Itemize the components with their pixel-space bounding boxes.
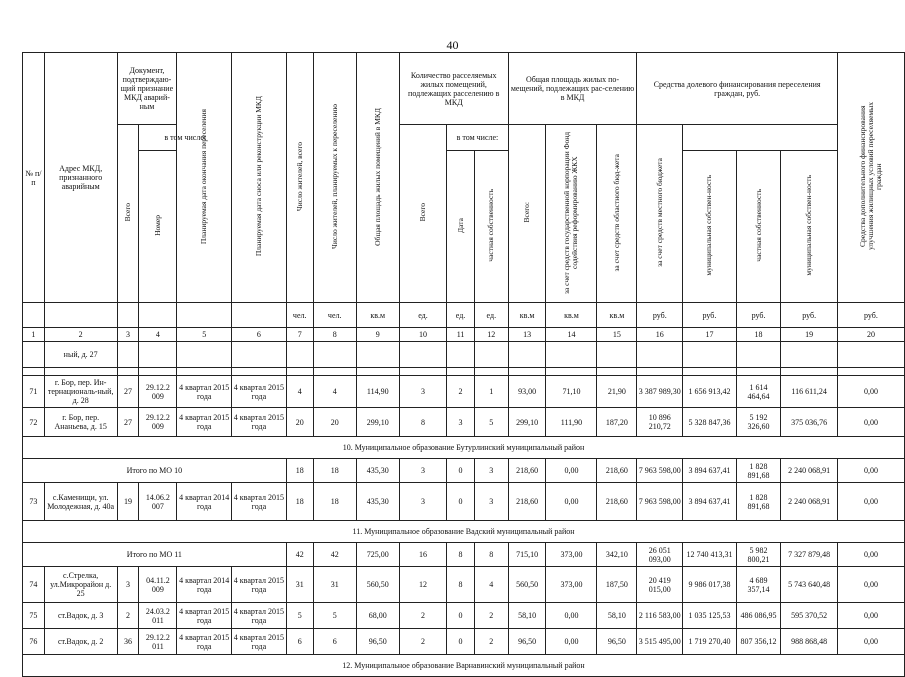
address-cell: г. Бор, пер. Ин-тернациональ-ный, д. 28	[44, 376, 117, 408]
table-cell: 299,10	[508, 408, 546, 437]
header-regional: за счет средств областного бюд-жета	[611, 153, 621, 272]
unit-cell: руб.	[637, 303, 683, 328]
table-cell: 2 116 583,00	[637, 603, 683, 629]
table-cell: 72	[23, 408, 45, 437]
column-number: 12	[474, 328, 508, 342]
header-rooms-group: Количество расселяемых жилых помещений, подлежащих расселению в МКД	[399, 53, 508, 125]
table-cell: 58,10	[508, 603, 546, 629]
unit-cell: чел.	[313, 303, 356, 328]
header-rooms-total: Всего	[122, 203, 132, 222]
table-cell: 807 356,12	[736, 629, 781, 655]
table-cell: 1 828 891,68	[736, 483, 781, 521]
table-cell: 3	[399, 376, 446, 408]
column-number: 2	[44, 328, 117, 342]
address-cell: ст.Вадок, д. 2	[44, 629, 117, 655]
table-cell: 1 614 464,64	[736, 376, 781, 408]
table-cell: 4	[313, 376, 356, 408]
table-cell: 04.11.2 009	[139, 567, 177, 603]
table-cell: 5 743 640,48	[781, 567, 837, 603]
table-row	[23, 408, 905, 437]
header-area-municipal: муниципальная собствен-ность	[804, 175, 814, 276]
table-cell: 5	[313, 603, 356, 629]
table-cell: 73	[23, 483, 45, 521]
page-number: 40	[446, 38, 459, 52]
header-residents-total: Число жителей, всего	[294, 141, 304, 212]
total-cell: 8	[447, 543, 475, 567]
column-number: 6	[232, 328, 287, 342]
table-cell: 4 689 357,14	[736, 567, 781, 603]
table-cell: 29.12.2 009	[139, 376, 177, 408]
unit-cell: руб.	[683, 303, 737, 328]
table-cell: 111,90	[546, 408, 597, 437]
table-cell: 486 086,95	[736, 603, 781, 629]
column-number: 1	[23, 328, 45, 342]
table-cell: 1 035 125,53	[683, 603, 737, 629]
table-cell: 4 квартал 2015 года	[177, 629, 232, 655]
address-cell: с.Стрелка, ул.Микрорайон д. 25	[44, 567, 117, 603]
table-cell: 2	[474, 629, 508, 655]
table-cell: 27	[117, 376, 139, 408]
unit-cell: руб.	[837, 303, 904, 328]
unit-cell: руб.	[781, 303, 837, 328]
column-number: 4	[139, 328, 177, 342]
table-cell: 27	[117, 408, 139, 437]
total-cell: 8	[474, 543, 508, 567]
total-cell: 26 051 093,00	[637, 543, 683, 567]
total-cell: 373,00	[546, 543, 597, 567]
table-cell: 0,00	[837, 629, 904, 655]
total-cell: 3 894 637,41	[683, 459, 737, 483]
table-cell: 4 квартал 2015 года	[232, 408, 287, 437]
column-number: 14	[546, 328, 597, 342]
header-doc-date: Дата	[455, 218, 465, 234]
unit-cell: кв.м	[508, 303, 546, 328]
table-cell: 0	[447, 629, 475, 655]
table-cell: 4 квартал 2015 года	[232, 483, 287, 521]
header-address: Адрес МКД, признанного аварийным	[44, 53, 117, 303]
total-cell: 2 240 068,91	[781, 459, 837, 483]
table-cell: 4	[474, 567, 508, 603]
table-cell: 3	[447, 408, 475, 437]
column-number: 5	[177, 328, 232, 342]
column-number: 7	[286, 328, 313, 342]
table-cell: 0,00	[546, 603, 597, 629]
header-area-group: Общая площадь жилых по-мещений, подлежащих рас-селению в МКД	[508, 53, 637, 125]
table-cell: 4 квартал 2014 года	[177, 567, 232, 603]
table-row	[23, 603, 905, 629]
table-cell: 3 515 495,00	[637, 629, 683, 655]
total-cell: 42	[313, 543, 356, 567]
table-cell: 5	[474, 408, 508, 437]
column-number: 11	[447, 328, 475, 342]
table-cell: 187,20	[597, 408, 637, 437]
table-cell: 21,90	[597, 376, 637, 408]
table-cell: 5	[286, 603, 313, 629]
total-cell: 5 982 800,21	[736, 543, 781, 567]
total-cell: 0,00	[837, 543, 904, 567]
total-cell: 18	[313, 459, 356, 483]
total-row	[23, 543, 905, 567]
table-cell: 18	[286, 483, 313, 521]
table-cell: 4 квартал 2015 года	[232, 376, 287, 408]
table-cell: 3	[117, 567, 139, 603]
table-cell: 0,00	[546, 629, 597, 655]
address-cell: ст.Вадок, д. 3	[44, 603, 117, 629]
table-cell: 74	[23, 567, 45, 603]
table-cell: 76	[23, 629, 45, 655]
table-cell: 116 611,24	[781, 376, 837, 408]
table-cell: 36	[117, 629, 139, 655]
total-cell: 7 327 879,48	[781, 543, 837, 567]
table-row	[23, 376, 905, 408]
table-cell: 4 квартал 2015 года	[232, 629, 287, 655]
table-cell: 2	[117, 603, 139, 629]
header-rooms-incl: в том числе:	[139, 125, 232, 151]
header-residents-planned: Число жителей, планируемых к переселению	[329, 104, 339, 249]
column-number: 19	[781, 328, 837, 342]
table-cell: 218,60	[508, 483, 546, 521]
column-number: 18	[736, 328, 781, 342]
total-cell: 1 828 891,68	[736, 459, 781, 483]
header-area-incl: в том числе:	[447, 125, 509, 151]
table-cell: 0,00	[837, 376, 904, 408]
resettlement-table	[22, 52, 905, 677]
table-cell: 96,50	[508, 629, 546, 655]
header-planned-end: Планируемая дата окончания переселения	[199, 108, 209, 245]
table-cell: 988 868,48	[781, 629, 837, 655]
table-cell: 24.03.2 011	[139, 603, 177, 629]
total-cell: 12 740 413,31	[683, 543, 737, 567]
unit-cell: кв.м	[356, 303, 399, 328]
table-cell: 20	[286, 408, 313, 437]
table-cell: 3 387 989,30	[637, 376, 683, 408]
table-cell: 560,50	[356, 567, 399, 603]
table-cell: 2 240 068,91	[781, 483, 837, 521]
header-rooms-municipal: муниципальная собствен-ность	[704, 175, 714, 276]
column-number: 3	[117, 328, 139, 342]
table-cell: 595 370,52	[781, 603, 837, 629]
table-cell: 435,30	[356, 483, 399, 521]
column-number: 15	[597, 328, 637, 342]
table-cell: 8	[399, 408, 446, 437]
table-cell: 114,90	[356, 376, 399, 408]
total-cell: 218,60	[597, 459, 637, 483]
table-row	[23, 483, 905, 521]
table-cell: 373,00	[546, 567, 597, 603]
table-cell: 96,50	[597, 629, 637, 655]
table-cell: 0,00	[837, 408, 904, 437]
table-cell: 1 719 270,40	[683, 629, 737, 655]
table-cell: 8	[447, 567, 475, 603]
table-cell: 0,00	[837, 567, 904, 603]
header-area-sub-total: Всего	[417, 203, 427, 222]
total-cell: 725,00	[356, 543, 399, 567]
table-cell: 375 036,76	[781, 408, 837, 437]
unit-cell: кв.м	[546, 303, 597, 328]
total-cell: 0,00	[837, 459, 904, 483]
total-cell: 7 963 598,00	[637, 459, 683, 483]
section-heading: 12. Муниципальное образование Варнавинский муниципальный район	[23, 655, 905, 677]
total-cell: 3	[474, 459, 508, 483]
table-cell: 75	[23, 603, 45, 629]
table-cell: 6	[313, 629, 356, 655]
header-fund: за счет средств государственной корпорации Фонд содействия реформированию ЖКХ	[562, 131, 580, 294]
table-cell: 0,00	[837, 483, 904, 521]
table-cell: 2	[399, 603, 446, 629]
continued-address: ный, д. 27	[44, 342, 117, 368]
table-row	[23, 629, 905, 655]
header-number: № п/п	[23, 53, 45, 303]
table-cell: 218,60	[597, 483, 637, 521]
table-cell: 31	[286, 567, 313, 603]
table-cell: 93,00	[508, 376, 546, 408]
unit-cell: чел.	[286, 303, 313, 328]
table-cell: 18	[313, 483, 356, 521]
table-cell: 560,50	[508, 567, 546, 603]
header-additional: Средства дополнительного финансирования улучшения жилищных условий переселяемых граждан	[857, 102, 883, 251]
table-cell: 29.12.2 011	[139, 629, 177, 655]
table-cell: 14.06.2 007	[139, 483, 177, 521]
total-label: Итого по МО 10	[23, 459, 287, 483]
header-local: за счет средств местного бюджета	[654, 158, 664, 267]
table-cell: 3 894 637,41	[683, 483, 737, 521]
table-cell: 29.12.2 009	[139, 408, 177, 437]
header-area-total: Общая площадь жилых помещений в МКД	[372, 107, 382, 246]
table-cell: 20 419 015,00	[637, 567, 683, 603]
column-number: 10	[399, 328, 446, 342]
total-row	[23, 459, 905, 483]
table-cell: 2	[399, 629, 446, 655]
table-cell: 0,00	[546, 483, 597, 521]
total-cell: 0	[447, 459, 475, 483]
total-cell: 342,10	[597, 543, 637, 567]
table-cell: 3	[474, 483, 508, 521]
table-cell: 58,10	[597, 603, 637, 629]
header-finance-group: Средства долевого финансирования переселения граждан, руб.	[637, 53, 838, 125]
table-cell: 7 963 598,00	[637, 483, 683, 521]
table-cell: 9 986 017,38	[683, 567, 737, 603]
table-cell: 5 328 847,36	[683, 408, 737, 437]
column-number: 16	[637, 328, 683, 342]
table-cell: 3	[399, 483, 446, 521]
table-cell: 20	[313, 408, 356, 437]
unit-cell: ед.	[474, 303, 508, 328]
total-cell: 3	[399, 459, 446, 483]
column-number: 8	[313, 328, 356, 342]
table-cell: 68,00	[356, 603, 399, 629]
table-cell: 0,00	[837, 603, 904, 629]
unit-cell: руб.	[736, 303, 781, 328]
table-cell: 4	[286, 376, 313, 408]
table-cell: 4 квартал 2014 года	[177, 483, 232, 521]
total-cell: 0,00	[546, 459, 597, 483]
section-heading: 10. Муниципальное образование Бутурлинский муниципальный район	[23, 437, 905, 459]
header-area-private: частная собственность	[753, 189, 763, 263]
table-cell: 12	[399, 567, 446, 603]
total-cell: 218,60	[508, 459, 546, 483]
table-cell: 4 квартал 2015 года	[177, 408, 232, 437]
header-doc-number: Номер	[152, 215, 162, 237]
header-rooms-private: частная собственность	[486, 189, 496, 263]
total-cell: 715,10	[508, 543, 546, 567]
total-cell: 42	[286, 543, 313, 567]
table-cell: 2	[474, 603, 508, 629]
total-cell: 16	[399, 543, 446, 567]
unit-cell: кв.м	[597, 303, 637, 328]
table-cell: 2	[447, 376, 475, 408]
table-cell: 1 656 913,42	[683, 376, 737, 408]
table-row	[23, 567, 905, 603]
table-cell: 4 квартал 2015 года	[177, 376, 232, 408]
table-cell: 5 192 326,60	[736, 408, 781, 437]
total-label: Итого по МО 11	[23, 543, 287, 567]
table-cell: 4 квартал 2015 года	[232, 603, 287, 629]
table-cell: 71,10	[546, 376, 597, 408]
section-heading: 11. Муниципальное образование Вадский муниципальный район	[23, 521, 905, 543]
table-cell: 299,10	[356, 408, 399, 437]
column-number: 17	[683, 328, 737, 342]
unit-cell: ед.	[447, 303, 475, 328]
table-cell: 0	[447, 603, 475, 629]
column-number: 20	[837, 328, 904, 342]
total-cell: 435,30	[356, 459, 399, 483]
table-cell: 0	[447, 483, 475, 521]
column-number: 9	[356, 328, 399, 342]
table-cell: 4 квартал 2015 года	[177, 603, 232, 629]
table-cell: 71	[23, 376, 45, 408]
table-cell: 1	[474, 376, 508, 408]
table-cell: 187,50	[597, 567, 637, 603]
column-number: 13	[508, 328, 546, 342]
header-planned-demolition: Планируемая дата сноса или реконструкции МКД	[253, 96, 263, 257]
header-document: Документ, подтверждаю-щий признание МКД аварий-ным	[117, 53, 177, 125]
address-cell: с.Каменищи, ул. Молодежная, д. 40а	[44, 483, 117, 521]
table-cell: 19	[117, 483, 139, 521]
table-cell: 4 квартал 2015 года	[232, 567, 287, 603]
table-cell: 31	[313, 567, 356, 603]
table-cell: 6	[286, 629, 313, 655]
total-cell: 18	[286, 459, 313, 483]
table-cell: 10 896 210,72	[637, 408, 683, 437]
unit-cell: ед.	[399, 303, 446, 328]
address-cell: г. Бор, пер. Ананьева, д. 15	[44, 408, 117, 437]
header-finance-total: Всего:	[522, 202, 532, 223]
table-cell: 96,50	[356, 629, 399, 655]
